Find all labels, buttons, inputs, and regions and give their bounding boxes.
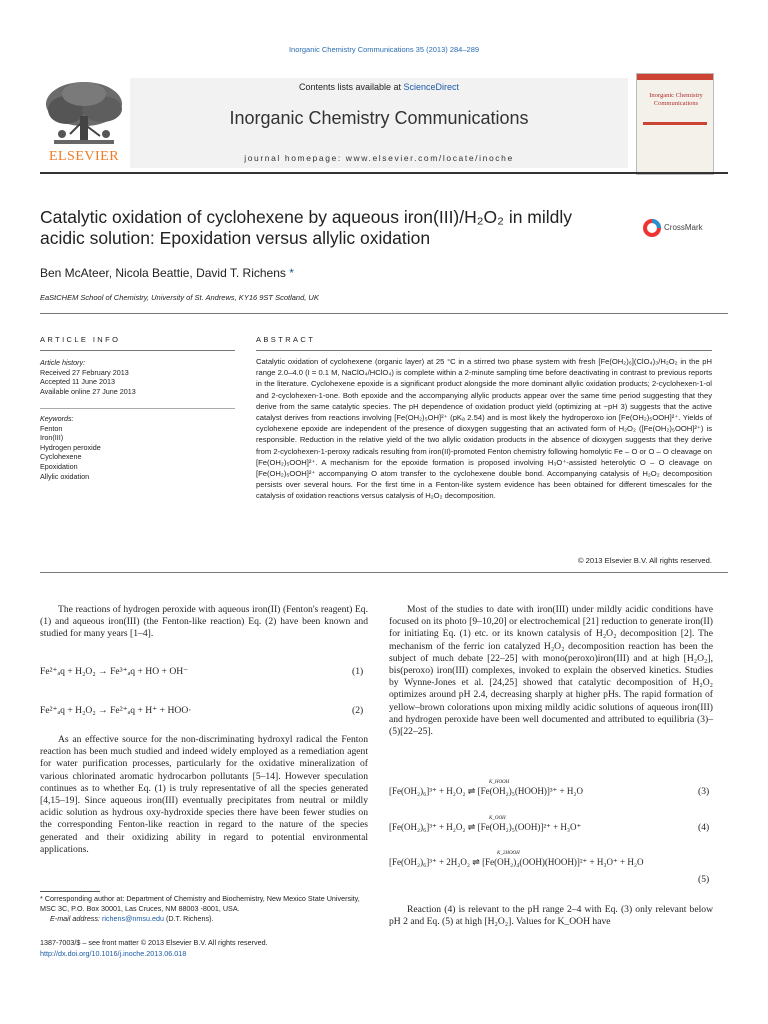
cover-title: Inorganic Chemistry Communications bbox=[649, 92, 703, 107]
history-online: Available online 27 June 2013 bbox=[40, 386, 136, 396]
keyword: Hydrogen peroxide bbox=[40, 442, 101, 452]
abstract-rule bbox=[256, 350, 712, 351]
article-info-heading: ARTICLE INFO bbox=[40, 335, 121, 344]
equation-2-number: (2) bbox=[352, 705, 364, 716]
equation-5: [Fe(OH₂)₆]³⁺ + 2H₂O₂ ⇌ [Fe(OH₂)₄(OOH)(HOOH)]²⁺ + H₃O⁺ + H₂O bbox=[389, 857, 644, 867]
keyword: Epoxidation bbox=[40, 461, 78, 471]
abstract-copyright: © 2013 Elsevier B.V. All rights reserved. bbox=[577, 556, 712, 565]
journal-name: Inorganic Chemistry Communications bbox=[229, 108, 529, 128]
cover-stripe bbox=[643, 122, 707, 125]
affiliation: EaStCHEM School of Chemistry, University of St. Andrews, KY16 9ST Scotland, UK bbox=[40, 293, 319, 302]
equation-5-number: (5) bbox=[698, 874, 710, 885]
crossmark-label: CrossMark bbox=[664, 223, 703, 232]
journal-cover-thumbnail[interactable] bbox=[636, 73, 714, 175]
crossmark-badge[interactable] bbox=[642, 218, 722, 242]
article-history-label: Article history: bbox=[40, 358, 86, 367]
history-received: Received 27 February 2013 bbox=[40, 367, 129, 377]
keywords-label: Keywords: bbox=[40, 414, 74, 423]
equation-1-number: (1) bbox=[352, 666, 364, 677]
issn-line: 1387-7003/$ – see front matter © 2013 Elsevier B.V. All rights reserved. bbox=[40, 938, 268, 947]
right-paragraph-1: Most of the studies to date with iron(III) under mildly acidic conditions have focused on its photo [9–10,20] or electrochemical [21] reduction to generate iron(II) for initiating Eq. (1) etc. or its known catalysis of H₂O₂ decomposition [2]. The mechanism of the ferric ion catalyzed H₂O₂ decomposition reaction has been the subject of much debate [22–25] with mono(peroxo)iron(III) and at high [H₂O₂], bis(peroxo) iron(III) complexes, invoked to explain the observed kinetics. Studies by Wynne-Jones et al. [24,25] showed that catalytic decomposition of H₂O₂ optimizes around pH 2.4, decreasing sharply at higher pHs. The rapid formation of yellow–brown colorations upon mixing mildly acidic solutions of aqueous iron(III) and hydrogen peroxide have been well documented and attributed to equilibria (3)–(5)[22–25]. bbox=[389, 604, 713, 738]
header-rule bbox=[40, 172, 728, 174]
article-info-rule bbox=[40, 350, 235, 351]
intro-paragraph-2: As an effective source for the non-discriminating hydroxyl radical the Fenton reaction has been much studied and indeed widely employed as a remediation agent for water purification processes, particularly for the oxidative mineralization of various chlorinated aromatic hydrocarbon pollutants [5–14]. However speculation continues as to whether Eq. (1) is truly representative of all the species generated [4,15–19]. Since aqueous iron(III) eventually precipitates from neutral or mildly acidic solution as hydrous oxy-hydroxide species there have been fewer studies on the corresponding Fenton-like reaction in regard to the nature of the species generated and their oxidizing ability in regard to potential environmental applications. bbox=[40, 734, 368, 855]
authors bbox=[40, 266, 294, 280]
intro-paragraph-1: The reactions of hydrogen peroxide with aqueous iron(II) (Fenton's reagent) Eq. (1) and aqueous iron(III) (the Fenton-like reaction) Eq. (2) have been known and studied for many years [1–4]. bbox=[40, 604, 368, 640]
article-title-line-1: Catalytic oxidation of cyclohexene by aqueous iron(III)/H₂O₂ in mildly bbox=[40, 207, 573, 227]
abstract-bottom-rule bbox=[40, 572, 728, 573]
journal-citation[interactable]: Inorganic Chemistry Communications 35 (2013) 284–289 bbox=[288, 45, 480, 54]
equation-4-constant: K_OOH bbox=[489, 816, 506, 821]
footnote-mark: * bbox=[40, 894, 43, 903]
equation-4: [Fe(OH₂)₆]³⁺ + H₂O₂ ⇌ [Fe(OH₂)₅(OOH)]²⁺ + H₃O⁺ bbox=[389, 822, 582, 832]
keyword: Allylic oxidation bbox=[40, 471, 90, 481]
keyword: Cyclohexene bbox=[40, 452, 82, 462]
journal-homepage[interactable]: journal homepage: www.elsevier.com/locate/inoche bbox=[244, 153, 514, 163]
cover-band bbox=[637, 74, 713, 80]
doi-link[interactable]: http://dx.doi.org/10.1016/j.inoche.2013.06.018 bbox=[40, 949, 187, 958]
equation-3-constant: K_HOOH bbox=[489, 780, 510, 785]
keywords-rule bbox=[40, 408, 235, 409]
email-link[interactable]: richens@nmsu.edu bbox=[101, 914, 164, 923]
email-label: E-mail address: bbox=[50, 914, 100, 923]
footnote bbox=[40, 894, 368, 924]
article-history bbox=[40, 358, 235, 396]
right-paragraph-2: Reaction (4) is relevant to the pH range 2–4 with Eq. (3) only relevant below pH 2 and Eq. (5) at high [H₂O₂]. Values for K_OOH have bbox=[389, 904, 713, 928]
equation-3-number: (3) bbox=[698, 786, 710, 797]
equation-1: Fe²⁺ₐq + H₂O₂ → Fe³⁺ₐq + HO + OH⁻ bbox=[40, 666, 189, 677]
article-title-line-2: acidic solution: Epoxidation versus allylic oxidation bbox=[40, 228, 431, 248]
abstract-text: Catalytic oxidation of cyclohexene (organic layer) at 25 °C in a stirred two phase system with fresh [Fe(OH₂)₆](ClO₄)₃/H₂O₂ in the pH range 2.0–4.0 (I = 0.1 M, NaClO₄/HClO₄) is complete within a 2-minute sampling time before deactivating in contrast to previous reports in the literature. Cyclohexene epoxide is a significant product alongside the more dominant allylic oxidation products; 2-cyclohexen-1-ol and 2-cyclohexen-1-one. Both epoxide and the accompanying allylic products appear over the same time period suggesting that they derive from the same catalytic species. The pH dependence of oxidation product yield (optimizing at ~pH 3) suggests that the active catalyst derives from reactions involving [Fe(OH₂)₅OH]²⁺ (pKₐ 2.54) and is most likely the hydroperoxo ion [Fe(OH₂)₅OOH]²⁺. Yields of cyclohexene epoxide are independent of the presence of dioxygen suggesting that an activated form of H₂O₂ ([Fe(OH₂)₅OOH]²⁺) is responsible. Reduction in the relative yield of the two allylic oxidation products in the absence of dioxygen suggests that they derive from 2-cyclohexen-1-peroxy radicals resulting from iron(II)-promoted Fenton chemistry following homolytic Fe – O or O – O cleavage on [Fe(OH₂)₅OOH]²⁺. A mechanism for the epoxide formation is proposed involving H₃O⁺-assisted heterolytic O – O cleavage on [Fe(OH₂)₅OOH]²⁺ accompanying O atom transfer to the cyclohexene double bond. Accompanying catalysis of H₂O₂ decomposition persists over several hours. For the first time in a Fenton-like system evidence has been obtained for different timescales for the catalysis of oxidation reactions versus catalysis of H₂O₂ decomposition. bbox=[256, 357, 712, 501]
footnote-rule bbox=[40, 891, 100, 892]
contents-line bbox=[130, 82, 628, 92]
author-names: Ben McAteer, Nicola Beattie, David T. Richens bbox=[40, 266, 286, 280]
corresponding-author-mark[interactable]: * bbox=[289, 266, 294, 280]
keyword: Fenton bbox=[40, 423, 63, 433]
equation-5-constant: K_2HOOH bbox=[497, 851, 520, 856]
history-accepted: Accepted 11 June 2013 bbox=[40, 377, 115, 387]
article-title bbox=[40, 207, 630, 249]
contents-prefix: Contents lists available at bbox=[298, 82, 404, 92]
affiliation-rule bbox=[40, 313, 728, 314]
crossmark-icon bbox=[642, 218, 662, 238]
equation-2: Fe²⁺ₐq + H₂O₂ → Fe²⁺ₐq + H⁺ + HOO· bbox=[40, 705, 192, 716]
footnote-text: Corresponding author at: Department of Chemistry and Biochemistry, New Mexico State University, MSC 3C, P.O. Box 30001, Las Cruces, NM 88003 -8001, USA. bbox=[40, 894, 360, 913]
keywords bbox=[40, 414, 235, 481]
keyword: Iron(III) bbox=[40, 433, 64, 443]
abstract-heading: ABSTRACT bbox=[256, 335, 316, 344]
equation-4-number: (4) bbox=[698, 822, 710, 833]
equation-3: [Fe(OH₂)₆]³⁺ + H₂O₂ ⇌ [Fe(OH₂)₅(HOOH)]³⁺ + H₂O bbox=[389, 786, 584, 796]
elsevier-wordmark: ELSEVIER bbox=[48, 149, 120, 164]
email-owner: (D.T. Richens). bbox=[165, 914, 214, 923]
sciencedirect-link[interactable]: ScienceDirect bbox=[403, 82, 460, 92]
